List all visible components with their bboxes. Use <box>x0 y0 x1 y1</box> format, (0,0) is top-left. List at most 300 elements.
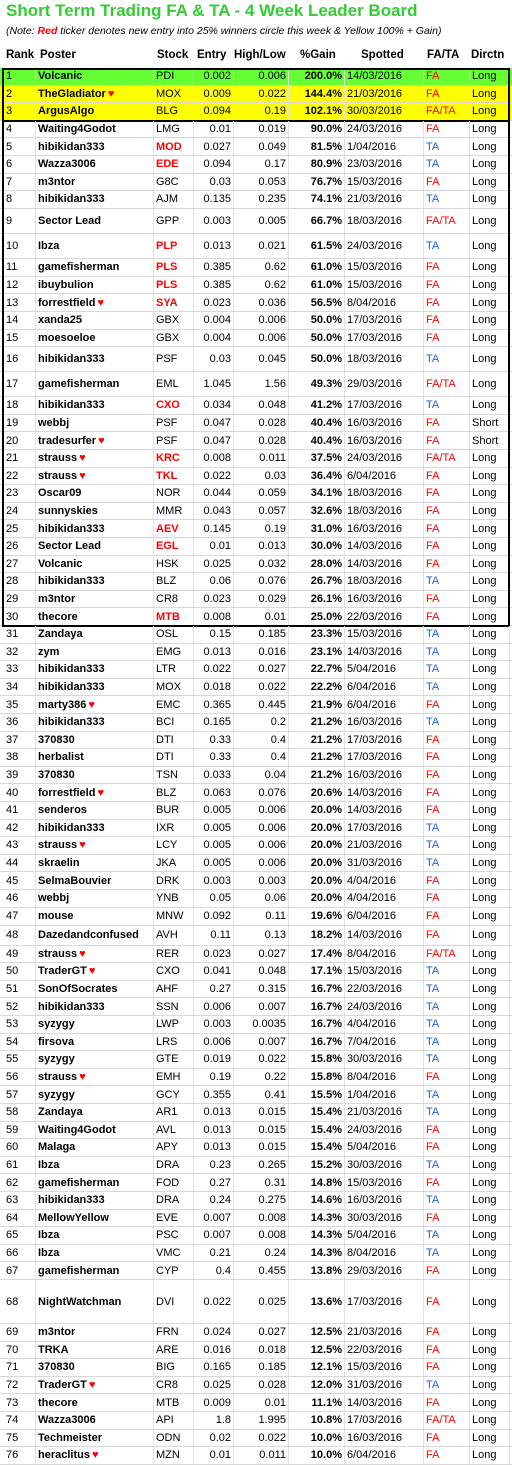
poster-name[interactable]: TRKA <box>38 1343 69 1356</box>
high-low-cell: 0.03 <box>234 468 289 485</box>
stock-cell: JKA <box>154 855 194 872</box>
fa-ta-cell: FA <box>424 926 470 945</box>
poster-cell <box>36 1430 154 1447</box>
entry-cell: 0.003 <box>194 872 234 889</box>
fa-ta-cell: FA <box>424 1324 470 1341</box>
rank-cell: 47 <box>0 908 36 925</box>
fa-ta-cell: TA <box>424 679 470 696</box>
direction-cell: Long <box>470 450 510 467</box>
high-low-cell: 0.01 <box>234 1394 289 1411</box>
high-low-cell: 0.445 <box>234 696 289 713</box>
entry-cell: 0.01 <box>194 121 234 138</box>
poster-name[interactable]: Zandaya <box>38 628 83 641</box>
poster-name[interactable]: thecore <box>38 1396 78 1409</box>
rank-cell: 31 <box>0 626 36 643</box>
poster-name[interactable]: marty386 <box>38 698 87 711</box>
direction-cell: Long <box>470 998 510 1015</box>
spotted-cell: 6/04/2016 <box>345 468 424 485</box>
entry-cell: 0.02 <box>194 1430 234 1447</box>
entry-cell: 0.365 <box>194 696 234 713</box>
poster-name[interactable]: SelmaBouvier <box>38 874 112 887</box>
poster-name[interactable]: Malaga <box>38 1141 76 1154</box>
fa-ta-cell: FA <box>424 121 470 138</box>
table-row <box>0 174 512 192</box>
stock-cell: LRS <box>154 1034 194 1051</box>
stock-cell: BUR <box>154 802 194 819</box>
table-row <box>0 372 512 397</box>
stock-cell: YNB <box>154 890 194 907</box>
poster-name[interactable]: ArgusAlgo <box>38 105 95 118</box>
stock-cell: GBX <box>154 312 194 329</box>
entry-cell: 0.19 <box>194 1069 234 1086</box>
poster-name[interactable]: MellowYellow <box>38 1211 109 1224</box>
table-row <box>0 784 512 802</box>
gain-cell: 15.5% <box>289 1086 345 1103</box>
stock-cell: DRA <box>154 1157 194 1174</box>
gain-cell: 144.4% <box>289 86 345 103</box>
fa-ta-cell: FA <box>424 312 470 329</box>
stock-cell: EDE <box>154 156 194 173</box>
table-row <box>0 330 512 348</box>
poster-name[interactable]: Waiting4Godot <box>38 123 116 136</box>
entry-cell: 0.005 <box>194 837 234 854</box>
entry-cell: 0.047 <box>194 432 234 449</box>
stock-cell: OSL <box>154 626 194 643</box>
spotted-cell: 7/04/2016 <box>345 1034 424 1051</box>
table-row <box>0 312 512 330</box>
fa-ta-cell: TA <box>424 963 470 980</box>
entry-cell: 0.063 <box>194 784 234 801</box>
spotted-cell: 16/03/2016 <box>345 714 424 731</box>
table-row <box>0 908 512 926</box>
gain-cell: 21.2% <box>289 767 345 784</box>
poster-name[interactable]: zym <box>38 645 60 658</box>
poster-name[interactable]: Sector Lead <box>38 540 101 553</box>
high-low-cell: 0.011 <box>234 450 289 467</box>
direction-cell: Long <box>470 372 510 396</box>
poster-name[interactable]: strauss <box>38 1071 78 1084</box>
direction-cell: Long <box>470 1412 510 1429</box>
entry-cell: 0.165 <box>194 1359 234 1376</box>
poster-name[interactable]: Ibza <box>38 239 60 252</box>
gain-cell: 76.7% <box>289 174 345 191</box>
direction-cell: Long <box>470 294 510 311</box>
spotted-cell: 4/04/2016 <box>345 1016 424 1033</box>
gain-cell: 21.9% <box>289 696 345 713</box>
poster-name[interactable]: hibikidan333 <box>38 399 105 412</box>
gain-cell: 30.0% <box>289 538 345 555</box>
fa-ta-cell: FA <box>424 908 470 925</box>
direction-cell: Long <box>470 1447 510 1464</box>
spotted-cell: 24/03/2016 <box>345 121 424 138</box>
gain-cell: 12.5% <box>289 1324 345 1341</box>
table-row <box>0 1324 512 1342</box>
direction-cell: Long <box>470 234 510 258</box>
direction-cell: Long <box>470 890 510 907</box>
direction-cell: Long <box>470 749 510 766</box>
poster-name[interactable]: syzygy <box>38 1018 75 1031</box>
poster-name[interactable]: TraderGT <box>38 1379 87 1392</box>
spotted-cell: 15/03/2016 <box>345 1359 424 1376</box>
poster-name[interactable]: m3ntor <box>38 593 76 606</box>
poster-name[interactable]: m3ntor <box>38 1326 76 1339</box>
header-fa-ta[interactable]: FA/TA <box>427 49 460 61</box>
table-row <box>0 1051 512 1069</box>
poster-name[interactable]: syzygy <box>38 1088 75 1101</box>
rank-cell: 51 <box>0 981 36 998</box>
direction-cell: Long <box>470 1069 510 1086</box>
poster-name[interactable]: hibikidan333 <box>38 522 105 535</box>
poster-name[interactable]: Techmeister <box>38 1431 102 1444</box>
poster-name[interactable]: NightWatchman <box>38 1295 122 1308</box>
spotted-cell: 16/03/2016 <box>345 415 424 432</box>
table-row <box>0 573 512 591</box>
poster-name[interactable]: hibikidan333 <box>38 663 105 676</box>
high-low-cell: 0.17 <box>234 156 289 173</box>
table-row <box>0 1122 512 1140</box>
heart-icon: ♥ <box>97 786 104 799</box>
stock-cell: DRA <box>154 1192 194 1209</box>
poster-name[interactable]: 370830 <box>38 733 75 746</box>
header-entry[interactable]: Entry <box>197 49 227 61</box>
stock-cell: IXR <box>154 820 194 837</box>
direction-cell: Long <box>470 608 510 625</box>
high-low-cell: 0.045 <box>234 347 289 371</box>
poster-cell <box>36 1016 154 1033</box>
high-low-cell: 0.19 <box>234 520 289 537</box>
rank-cell: 43 <box>0 837 36 854</box>
poster-name[interactable]: webbj <box>38 892 70 905</box>
gain-cell: 20.0% <box>289 837 345 854</box>
poster-name[interactable]: gamefisherman <box>38 378 120 391</box>
gain-cell: 74.1% <box>289 191 345 208</box>
entry-cell: 0.022 <box>194 468 234 485</box>
poster-name[interactable]: senderos <box>38 804 87 817</box>
high-low-cell: 0.036 <box>234 294 289 311</box>
gain-cell: 17.4% <box>289 946 345 963</box>
rank-cell: 17 <box>0 372 36 396</box>
direction-cell: Long <box>470 485 510 502</box>
poster-cell <box>36 556 154 573</box>
table-row <box>0 556 512 574</box>
poster-name[interactable]: strauss <box>38 947 78 960</box>
header-high-low[interactable]: High/Low <box>234 49 286 61</box>
poster-name[interactable]: TheGladiator <box>38 87 106 100</box>
rank-cell: 1 <box>0 68 36 85</box>
entry-cell: 0.006 <box>194 998 234 1015</box>
poster-cell <box>36 1104 154 1121</box>
direction-cell: Long <box>470 981 510 998</box>
stock-cell: EMG <box>154 644 194 661</box>
spotted-cell: 18/03/2016 <box>345 573 424 590</box>
poster-cell <box>36 397 154 414</box>
rank-cell: 60 <box>0 1139 36 1156</box>
poster-name[interactable]: hibikidan333 <box>38 140 105 153</box>
entry-cell: 0.004 <box>194 330 234 347</box>
poster-name[interactable]: Volcanic <box>38 70 83 83</box>
table-row <box>0 608 512 626</box>
rank-cell: 29 <box>0 591 36 608</box>
entry-cell: 0.013 <box>194 1139 234 1156</box>
poster-name[interactable]: 370830 <box>38 1361 75 1374</box>
poster-name[interactable]: hibikidan333 <box>38 193 105 206</box>
stock-cell: MNW <box>154 908 194 925</box>
high-low-cell: 0.076 <box>234 573 289 590</box>
spotted-cell: 5/04/2016 <box>345 1227 424 1244</box>
spotted-cell: 6/04/2016 <box>345 1447 424 1464</box>
entry-cell: 0.007 <box>194 1210 234 1227</box>
table-row <box>0 926 512 946</box>
rank-cell: 53 <box>0 1016 36 1033</box>
poster-cell <box>36 591 154 608</box>
poster-name[interactable]: hibikidan333 <box>38 716 105 729</box>
heart-icon: ♥ <box>98 434 105 447</box>
entry-cell: 0.009 <box>194 86 234 103</box>
poster-name[interactable]: TraderGT <box>38 965 87 978</box>
spotted-cell: 14/03/2016 <box>345 556 424 573</box>
poster-name[interactable]: herbalist <box>38 751 84 764</box>
spotted-cell: 21/03/2016 <box>345 837 424 854</box>
heart-icon: ♥ <box>97 296 104 309</box>
spotted-cell: 21/03/2016 <box>345 191 424 208</box>
poster-name[interactable]: skraelin <box>38 857 80 870</box>
gain-cell: 14.8% <box>289 1174 345 1191</box>
poster-name[interactable]: Waiting4Godot <box>38 1123 116 1136</box>
high-low-cell: 0.027 <box>234 1324 289 1341</box>
rank-cell: 25 <box>0 520 36 537</box>
rank-cell: 48 <box>0 926 36 945</box>
entry-cell: 0.022 <box>194 1280 234 1323</box>
poster-cell <box>36 485 154 502</box>
high-low-cell: 0.315 <box>234 981 289 998</box>
poster-name[interactable]: Ibza <box>38 1159 60 1172</box>
poster-name[interactable]: forrestfield <box>38 296 96 309</box>
poster-cell <box>36 890 154 907</box>
stock-cell: GTE <box>154 1051 194 1068</box>
table-row <box>0 749 512 767</box>
poster-name[interactable]: Sector Lead <box>38 214 101 227</box>
poster-cell <box>36 191 154 208</box>
stock-cell: PLS <box>154 277 194 294</box>
rank-cell: 4 <box>0 121 36 138</box>
poster-name[interactable]: firsova <box>38 1035 75 1048</box>
table-row <box>0 1192 512 1210</box>
stock-cell: GBX <box>154 330 194 347</box>
high-low-cell: 0.007 <box>234 1034 289 1051</box>
heart-icon: ♥ <box>107 87 115 100</box>
poster-name[interactable]: hibikidan333 <box>38 353 105 366</box>
poster-name[interactable]: heraclitus <box>38 1449 90 1462</box>
spotted-cell: 1/04/2016 <box>345 138 424 155</box>
table-row <box>0 432 512 450</box>
gain-cell: 15.2% <box>289 1157 345 1174</box>
direction-cell: Long <box>470 908 510 925</box>
rank-cell: 46 <box>0 890 36 907</box>
poster-name[interactable]: webbj <box>38 417 70 430</box>
fa-ta-cell: TA <box>424 397 470 414</box>
table-row <box>0 820 512 838</box>
poster-name[interactable]: 370830 <box>38 769 75 782</box>
poster-cell <box>36 312 154 329</box>
rank-cell: 26 <box>0 538 36 555</box>
fa-ta-cell: FA/TA <box>424 1412 470 1429</box>
direction-cell: Long <box>470 872 510 889</box>
stock-cell: RER <box>154 946 194 963</box>
fa-ta-cell: TA <box>424 981 470 998</box>
poster-name[interactable]: Wazza3006 <box>38 1414 96 1427</box>
poster-name[interactable]: thecore <box>38 610 78 623</box>
stock-cell: AR1 <box>154 1104 194 1121</box>
poster-name[interactable]: moesoeloe <box>38 331 96 344</box>
header-direction[interactable]: Dirctn <box>471 49 505 61</box>
stock-cell: PLP <box>154 234 194 258</box>
high-low-cell: 0.2 <box>234 714 289 731</box>
heart-icon: ♥ <box>79 947 86 960</box>
entry-cell: 0.005 <box>194 820 234 837</box>
heart-icon: ♥ <box>88 698 95 711</box>
poster-cell <box>36 1377 154 1394</box>
stock-cell: ARE <box>154 1342 194 1359</box>
stock-cell: API <box>154 1412 194 1429</box>
poster-name[interactable]: sunnyskies <box>38 505 98 518</box>
poster-name[interactable]: gamefisherman <box>38 1264 120 1277</box>
poster-name[interactable]: hibikidan333 <box>38 1194 105 1207</box>
spotted-cell: 21/03/2016 <box>345 1324 424 1341</box>
poster-name[interactable]: Ibza <box>38 1229 60 1242</box>
high-low-cell: 0.185 <box>234 626 289 643</box>
table-row <box>0 191 512 209</box>
entry-cell: 0.043 <box>194 503 234 520</box>
entry-cell: 0.023 <box>194 946 234 963</box>
poster-name[interactable]: tradesurfer <box>38 434 97 447</box>
poster-name[interactable]: strauss <box>38 839 78 852</box>
poster-cell <box>36 1174 154 1191</box>
poster-cell <box>36 103 154 120</box>
header-spotted[interactable]: Spotted <box>361 49 404 61</box>
high-low-cell: 0.006 <box>234 837 289 854</box>
rank-cell: 68 <box>0 1280 36 1323</box>
entry-cell: 0.009 <box>194 1394 234 1411</box>
table-row <box>0 802 512 820</box>
gain-cell: 41.2% <box>289 397 345 414</box>
poster-cell <box>36 1069 154 1086</box>
high-low-cell: 0.006 <box>234 330 289 347</box>
poster-name[interactable]: m3ntor <box>38 175 76 188</box>
header-poster[interactable]: Poster <box>40 49 76 61</box>
table-row <box>0 1245 512 1263</box>
poster-name[interactable]: Ibza <box>38 1247 60 1260</box>
direction-cell: Long <box>470 556 510 573</box>
spotted-cell: 15/03/2016 <box>345 174 424 191</box>
entry-cell: 0.013 <box>194 644 234 661</box>
rank-cell: 14 <box>0 312 36 329</box>
direction-cell: Long <box>470 1394 510 1411</box>
note-rest: ticker denotes new entry into 25% winners circle this week & Yellow 100% + Gain) <box>57 25 442 37</box>
entry-cell: 0.15 <box>194 626 234 643</box>
table-row <box>0 1016 512 1034</box>
poster-name[interactable]: Zandaya <box>38 1106 83 1119</box>
table-row <box>0 963 512 981</box>
poster-cell <box>36 696 154 713</box>
table-row <box>0 503 512 521</box>
spotted-cell: 31/03/2016 <box>345 1377 424 1394</box>
poster-name[interactable]: Wazza3006 <box>38 158 96 171</box>
rank-cell: 75 <box>0 1430 36 1447</box>
table-row <box>0 156 512 174</box>
gain-cell: 90.0% <box>289 121 345 138</box>
fa-ta-cell: TA <box>424 820 470 837</box>
poster-name[interactable]: SonOfSocrates <box>38 983 118 996</box>
poster-name[interactable]: strauss <box>38 469 78 482</box>
direction-cell: Long <box>470 1122 510 1139</box>
poster-cell <box>36 749 154 766</box>
fa-ta-cell: FA <box>424 520 470 537</box>
fa-ta-cell: TA <box>424 1104 470 1121</box>
heart-icon: ♥ <box>79 469 86 482</box>
table-row <box>0 347 512 372</box>
direction-cell: Long <box>470 1324 510 1341</box>
spotted-cell: 6/04/2016 <box>345 908 424 925</box>
high-low-cell: 0.059 <box>234 485 289 502</box>
gain-cell: 31.0% <box>289 520 345 537</box>
poster-name[interactable]: gamefisherman <box>38 1176 120 1189</box>
poster-name[interactable]: mouse <box>38 910 74 923</box>
poster-cell <box>36 1324 154 1341</box>
poster-name[interactable]: syzygy <box>38 1053 75 1066</box>
header-gain[interactable]: %Gain <box>300 49 336 61</box>
gain-cell: 16.7% <box>289 1016 345 1033</box>
direction-cell: Long <box>470 1342 510 1359</box>
rank-cell: 41 <box>0 802 36 819</box>
gain-cell: 15.4% <box>289 1122 345 1139</box>
direction-cell: Long <box>470 1192 510 1209</box>
poster-name[interactable]: Oscar09 <box>38 487 82 500</box>
spotted-cell: 17/03/2016 <box>345 1412 424 1429</box>
header-stock[interactable]: Stock <box>157 49 189 61</box>
gain-cell: 14.3% <box>289 1227 345 1244</box>
rank-cell: 50 <box>0 963 36 980</box>
gain-cell: 40.4% <box>289 432 345 449</box>
gain-cell: 10.8% <box>289 1412 345 1429</box>
fa-ta-cell: FA <box>424 68 470 85</box>
poster-cell <box>36 138 154 155</box>
poster-name[interactable]: ibuybulion <box>38 279 94 292</box>
rank-cell: 44 <box>0 855 36 872</box>
gain-cell: 20.0% <box>289 855 345 872</box>
poster-name[interactable]: Volcanic <box>38 557 83 570</box>
poster-name[interactable]: hibikidan333 <box>38 681 105 694</box>
direction-cell: Long <box>470 714 510 731</box>
poster-name[interactable]: xanda25 <box>38 314 83 327</box>
fa-ta-cell: FA/TA <box>424 209 470 233</box>
entry-cell: 0.008 <box>194 450 234 467</box>
header-rank[interactable]: Rank <box>6 49 35 61</box>
poster-cell <box>36 732 154 749</box>
poster-cell <box>36 1210 154 1227</box>
entry-cell: 0.385 <box>194 277 234 294</box>
stock-cell: KRC <box>154 450 194 467</box>
poster-name[interactable]: hibikidan333 <box>38 1000 105 1013</box>
poster-name[interactable]: gamefisherman <box>38 261 120 274</box>
poster-name[interactable]: hibikidan333 <box>38 575 105 588</box>
poster-name[interactable]: strauss <box>38 452 78 465</box>
rank-cell: 67 <box>0 1262 36 1279</box>
poster-name[interactable]: forrestfield <box>38 786 96 799</box>
fa-ta-cell: FA <box>424 415 470 432</box>
poster-name[interactable]: hibikidan333 <box>38 821 105 834</box>
poster-name[interactable]: Dazedandconfused <box>38 929 139 942</box>
spotted-cell: 18/03/2016 <box>345 485 424 502</box>
